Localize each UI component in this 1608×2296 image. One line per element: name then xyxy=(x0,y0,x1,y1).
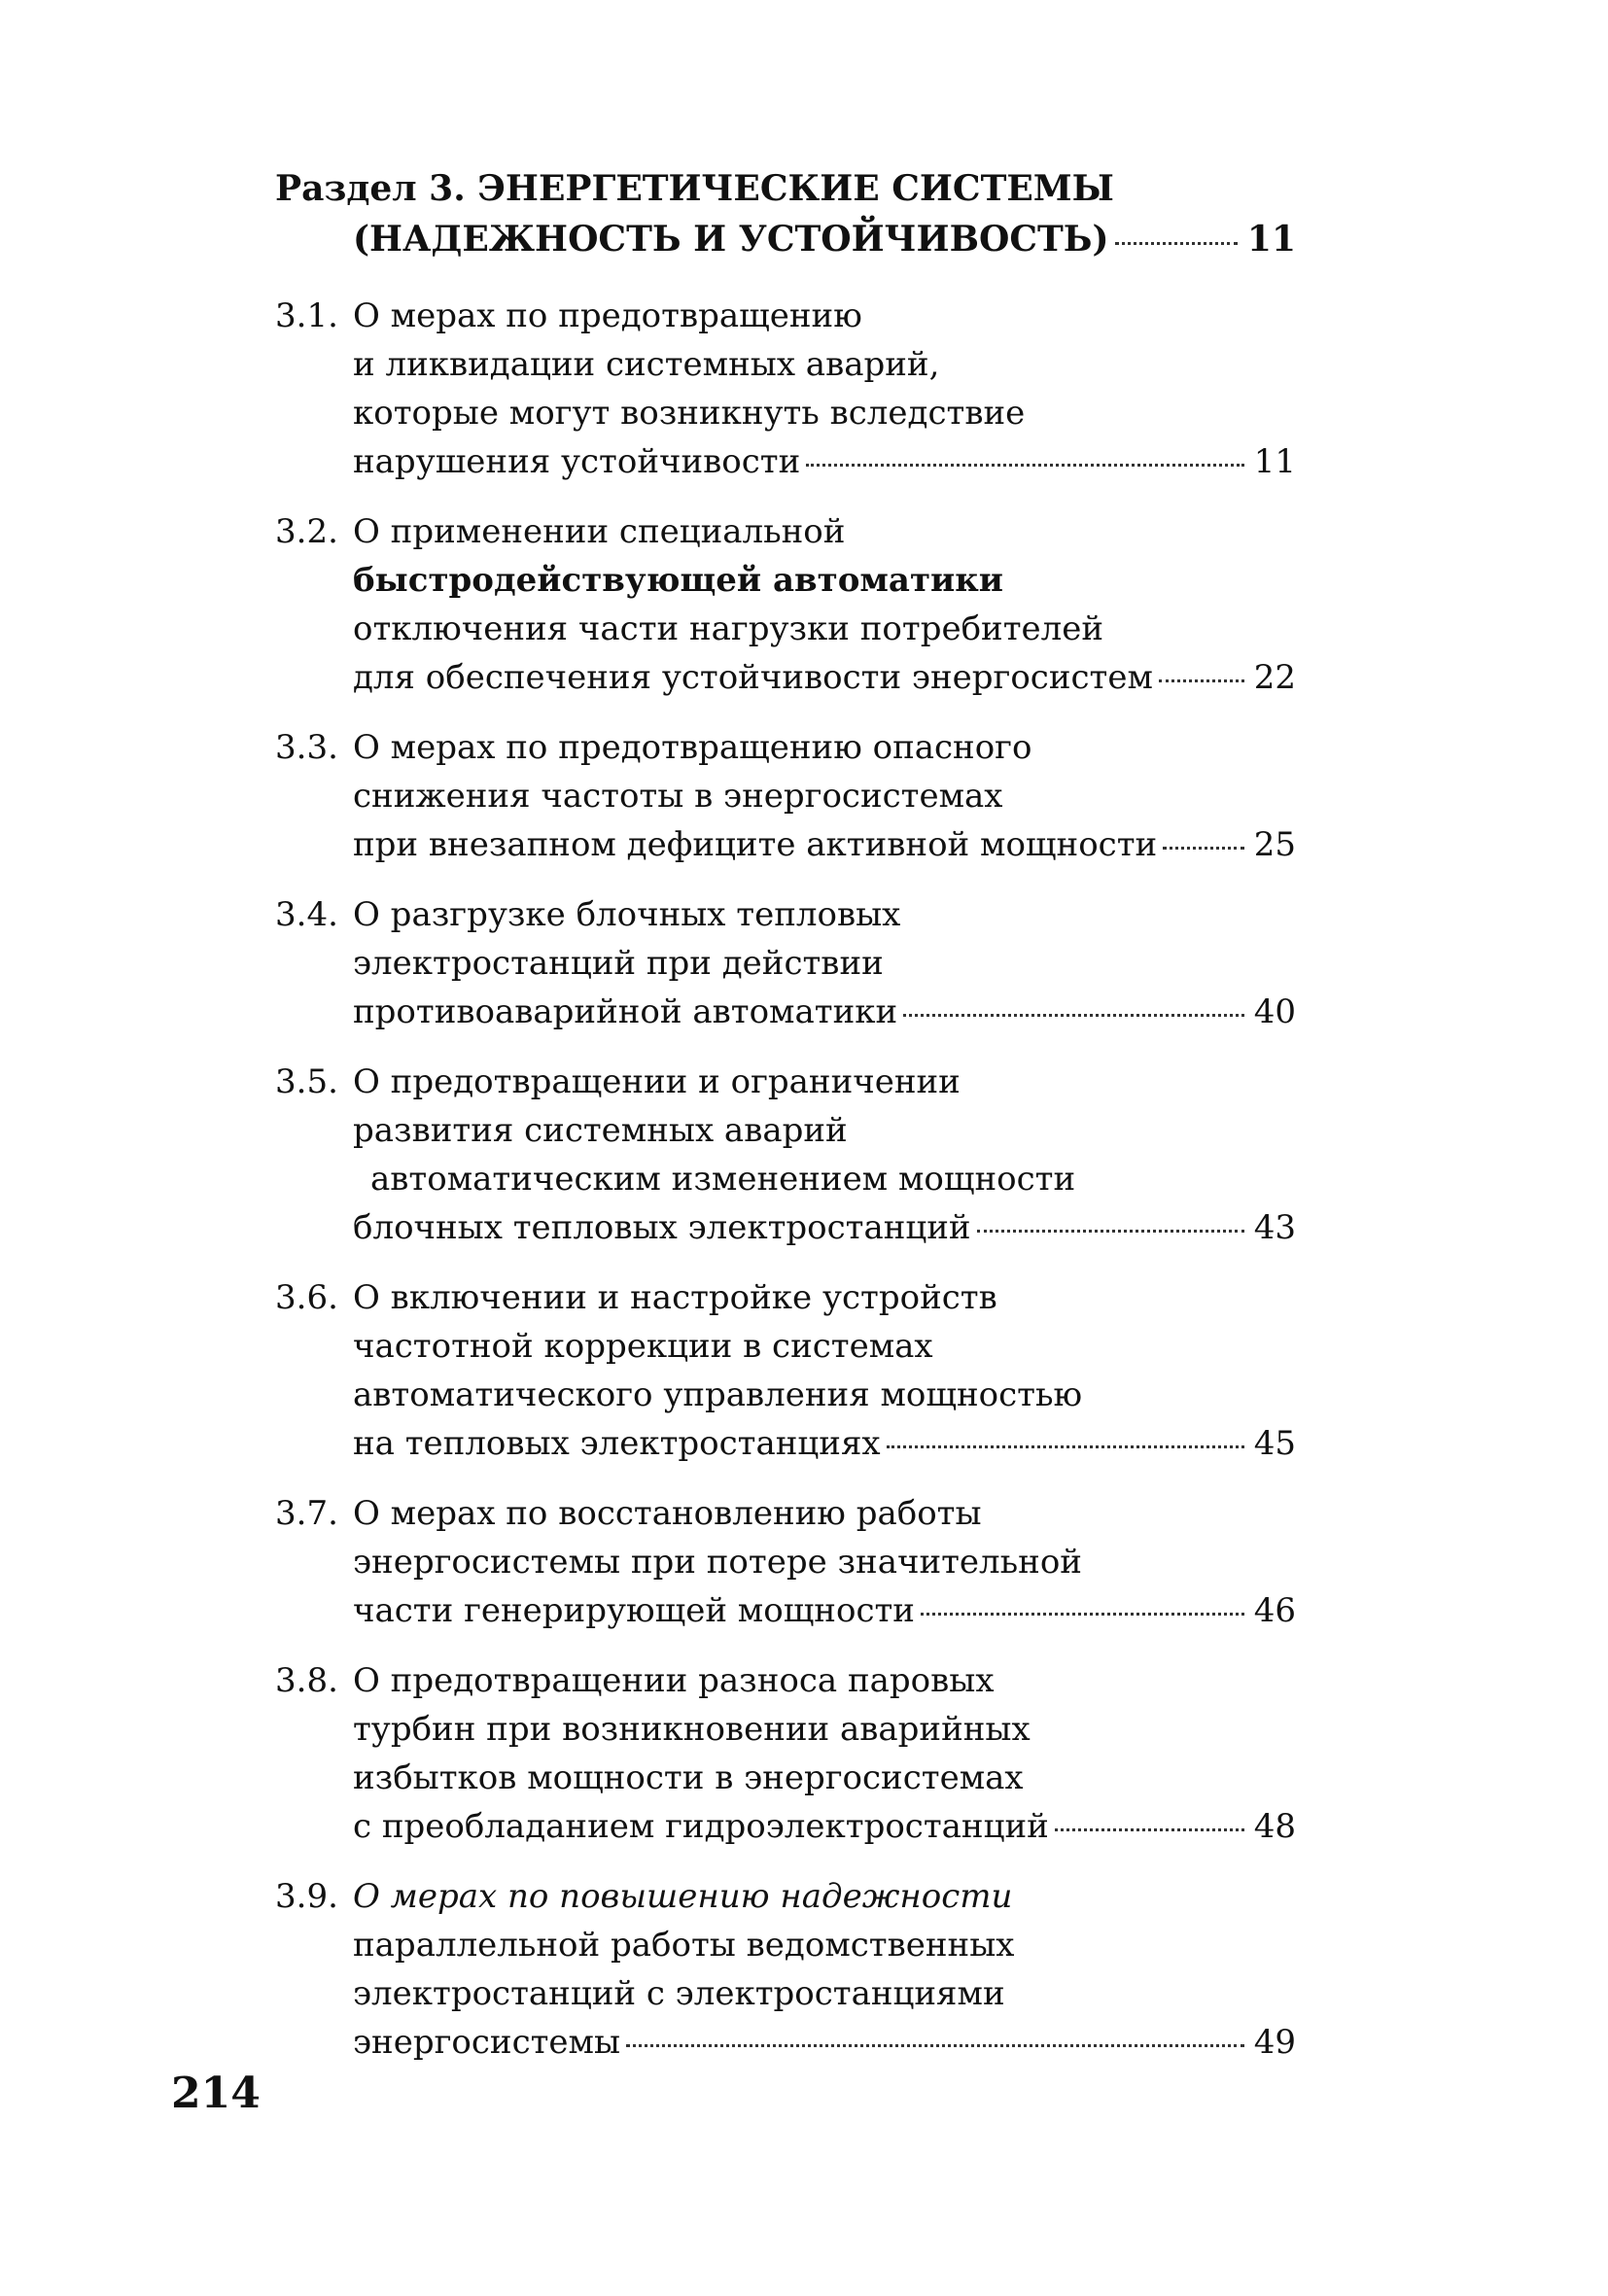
entry-line: энергосистемы xyxy=(353,2023,621,2062)
entry-number: 3.7. xyxy=(275,1494,338,1533)
entry-last-line xyxy=(353,1203,1296,1252)
toc-entry-3-8 xyxy=(275,1656,1296,1851)
entry-line: противоаварийной автоматики xyxy=(353,992,898,1031)
dot-leader xyxy=(1115,242,1238,245)
dot-leader xyxy=(1159,679,1244,682)
entry-line: турбин при возникновении аварийных xyxy=(353,1710,1031,1749)
entry-line: О мерах по восстановлению работы xyxy=(353,1494,982,1533)
entry-body xyxy=(353,1058,1296,1252)
entry-last-line xyxy=(353,2018,1296,2067)
entry-line: автоматическим изменением мощности xyxy=(370,1160,1076,1199)
entry-last-line xyxy=(353,437,1296,486)
section-heading-line-1 xyxy=(275,163,1296,214)
entry-line: О включении и настройке устройств xyxy=(353,1278,997,1317)
entry-page: 46 xyxy=(1253,1591,1296,1630)
entry-line: энергосистемы при потере значительной xyxy=(353,1543,1082,1582)
entry-page: 43 xyxy=(1253,1208,1296,1247)
entry-body xyxy=(353,507,1296,702)
entry-line: которые могут возникнуть вследствие xyxy=(353,394,1026,433)
entry-number: 3.6. xyxy=(275,1278,338,1317)
entry-last-line xyxy=(353,1586,1296,1635)
entry-page: 11 xyxy=(1253,442,1296,481)
entry-line: частотной коррекции в системах xyxy=(353,1327,933,1366)
entry-line: снижения частоты в энергосистемах xyxy=(353,777,1003,816)
entry-number: 3.5. xyxy=(275,1062,338,1101)
entry-line: быстродействующей автоматики xyxy=(353,561,1004,600)
entry-body xyxy=(353,1872,1296,2067)
section-subtitle: (НАДЕЖНОСТЬ И УСТОЙЧИВОСТЬ) xyxy=(353,219,1109,260)
entry-page: 22 xyxy=(1253,658,1296,697)
entry-page: 25 xyxy=(1253,825,1296,864)
dot-leader xyxy=(887,1445,1244,1448)
entry-body xyxy=(353,1656,1296,1851)
toc-entry-3-3 xyxy=(275,723,1296,869)
entry-last-line xyxy=(353,1419,1296,1468)
entry-body xyxy=(353,1489,1296,1635)
entry-body xyxy=(353,723,1296,869)
entry-last-line xyxy=(353,1802,1296,1851)
section-heading-line-2 xyxy=(275,214,1296,264)
toc-entry-3-5 xyxy=(275,1058,1296,1252)
entry-number: 3.1. xyxy=(275,296,338,335)
page-number: 214 xyxy=(171,2069,261,2118)
entry-line: развития системных аварий xyxy=(353,1111,848,1150)
entry-page: 40 xyxy=(1253,992,1296,1031)
entry-line: автоматического управления мощностью xyxy=(353,1375,1083,1414)
toc-entry-3-4 xyxy=(275,890,1296,1036)
entry-line: на тепловых электростанциях xyxy=(353,1424,881,1463)
section-title: Раздел 3. ЭНЕРГЕТИЧЕСКИЕ СИСТЕМЫ xyxy=(275,168,1114,209)
entry-page: 48 xyxy=(1253,1807,1296,1846)
toc-entry-3-6 xyxy=(275,1273,1296,1468)
section-heading xyxy=(275,163,1296,264)
entry-line: части генерирующей мощности xyxy=(353,1591,915,1630)
entry-line: О мерах по повышению надежности xyxy=(353,1877,1013,1916)
dot-leader xyxy=(977,1230,1244,1233)
toc-entry-3-1 xyxy=(275,292,1296,486)
dot-leader xyxy=(903,1014,1244,1017)
dot-leader xyxy=(921,1613,1244,1616)
dot-leader xyxy=(1055,1828,1244,1831)
entry-line: электростанций при действии xyxy=(353,944,884,983)
entry-last-line xyxy=(353,653,1296,702)
entry-body xyxy=(353,292,1296,486)
entry-line: нарушения устойчивости xyxy=(353,442,801,481)
entry-line: отключения части нагрузки потребителей xyxy=(353,609,1104,648)
entry-line: параллельной работы ведомственных xyxy=(353,1926,1015,1965)
entry-line: О мерах по предотвращению xyxy=(353,296,862,335)
entry-number: 3.9. xyxy=(275,1877,338,1916)
entry-last-line xyxy=(353,988,1296,1036)
entry-number: 3.4. xyxy=(275,895,338,934)
entry-line: О предотвращении разноса паровых xyxy=(353,1661,995,1700)
toc-entry-3-9 xyxy=(275,1872,1296,2067)
entry-last-line xyxy=(353,820,1296,869)
entry-line: и ликвидации системных аварий, xyxy=(353,345,940,384)
entry-page: 45 xyxy=(1253,1424,1296,1463)
entry-line: О мерах по предотвращению опасного xyxy=(353,728,1032,767)
toc-entry-3-7 xyxy=(275,1489,1296,1635)
entry-line: с преобладанием гидроэлектростанций xyxy=(353,1807,1049,1846)
dot-leader xyxy=(626,2044,1244,2047)
entry-line: избытков мощности в энергосистемах xyxy=(353,1758,1024,1797)
dot-leader xyxy=(806,464,1243,467)
toc-entry-3-2 xyxy=(275,507,1296,702)
section-page: 11 xyxy=(1246,219,1296,260)
entry-number: 3.2. xyxy=(275,512,338,551)
dot-leader xyxy=(1163,847,1244,850)
entry-number: 3.3. xyxy=(275,728,338,767)
entry-line: для обеспечения устойчивости энергосистем xyxy=(353,658,1153,697)
entry-page: 49 xyxy=(1253,2023,1296,2062)
entry-body xyxy=(353,890,1296,1036)
entry-body xyxy=(353,1273,1296,1468)
entry-line: О применении специальной xyxy=(353,512,846,551)
table-of-contents xyxy=(275,163,1296,2088)
entry-line: блочных тепловых электростанций xyxy=(353,1208,971,1247)
entry-line: при внезапном дефиците активной мощности xyxy=(353,825,1158,864)
entry-line: О разгрузке блочных тепловых xyxy=(353,895,901,934)
entry-line: О предотвращении и ограничении xyxy=(353,1062,961,1101)
entry-line: электростанций с электростанциями xyxy=(353,1974,1005,2013)
entry-number: 3.8. xyxy=(275,1661,338,1700)
